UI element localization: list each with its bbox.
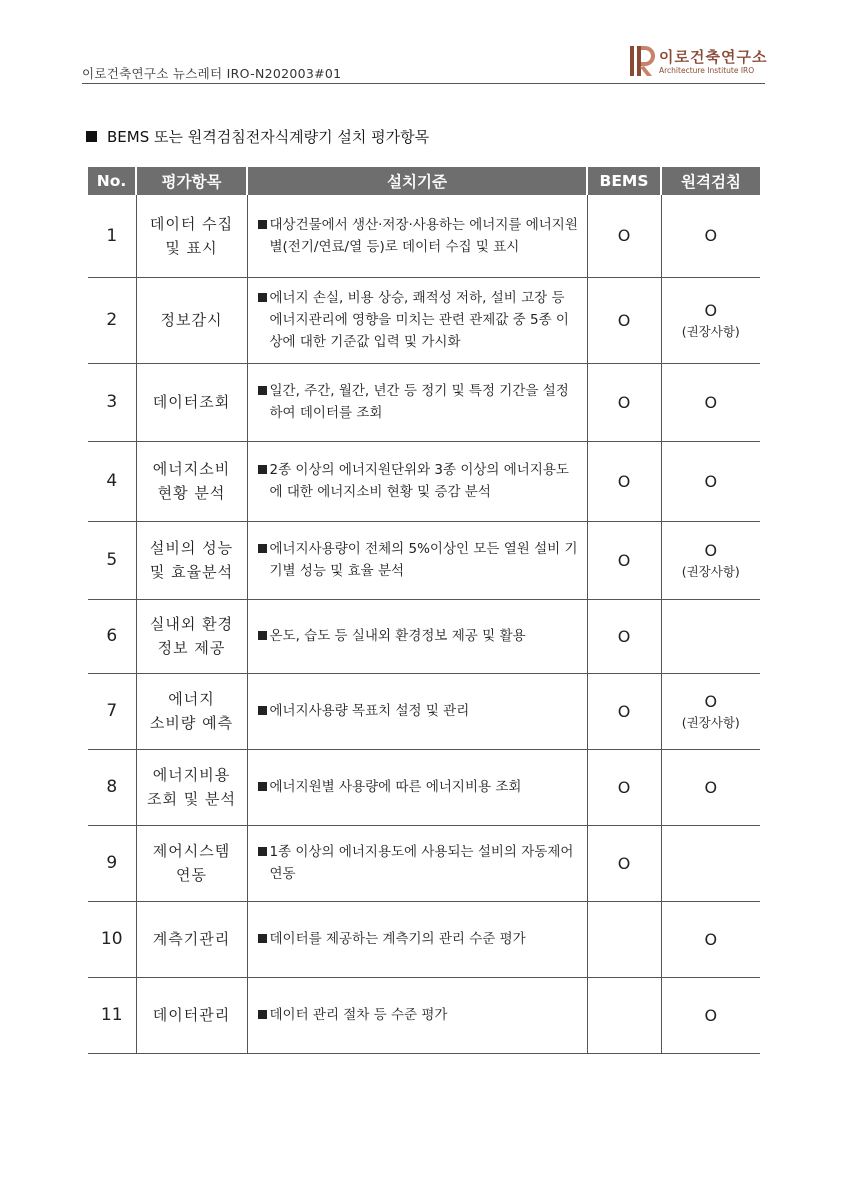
header-bems: BEMS [587,167,661,195]
criteria-line [258,1004,581,1026]
row-number: 11 [88,977,136,1053]
square-bullet-icon [258,293,267,302]
evaluation-item: 에너지비용 조회 및 분석 [136,749,247,825]
evaluation-table [88,167,760,1054]
row-number: 9 [88,825,136,901]
bems-mark: O [587,441,661,521]
installation-criteria [247,901,587,977]
criteria-line [258,776,581,798]
criteria-text: 1종 이상의 에너지용도에 사용되는 설비의 자동제어 연동 [269,844,574,882]
evaluation-item: 설비의 성능 및 효율분석 [136,521,247,599]
criteria-text: 에너지 손실, 비용 상승, 쾌적성 저하, 설비 고장 등 에너지관리에 영향을 미치는 관련 관제값 중 5종 이상에 대한 기준값 입력 및 가시화 [269,290,569,350]
remote-mark: O [704,777,718,797]
table-row [88,195,760,277]
row-number: 4 [88,441,136,521]
table-row [88,749,760,825]
installation-criteria [247,363,587,441]
evaluation-item: 에너지 소비량 예측 [136,673,247,749]
installation-criteria [247,825,587,901]
criteria-line [258,214,581,258]
table-row [88,977,760,1053]
table-row [88,825,760,901]
table-row [88,441,760,521]
criteria-text: 데이터 관리 절차 등 수준 평가 [269,1007,448,1023]
evaluation-item: 실내외 환경 정보 제공 [136,599,247,673]
row-number: 5 [88,521,136,599]
table-row [88,521,760,599]
criteria-text: 에너지사용량이 전체의 5%이상인 모든 열원 설비 기기별 성능 및 효율 분석 [269,541,578,579]
square-bullet-icon [258,847,267,856]
bems-mark: O [587,195,661,277]
header-criteria: 설치기준 [247,167,587,195]
evaluation-item: 정보감시 [136,277,247,363]
remote-cell [661,977,760,1053]
evaluation-item: 데이터 수집 및 표시 [136,195,247,277]
remote-cell [661,901,760,977]
remote-mark: O [704,392,718,412]
criteria-line [258,538,581,582]
installation-criteria [247,673,587,749]
recommended-note: (권장사항) [681,563,740,579]
recommended-note: (권장사항) [681,714,740,730]
criteria-text: 대상건물에서 생산·저장·사용하는 에너지를 에너지원별(전기/연료/열 등)로 데이터 수집 및 표시 [269,216,578,255]
bems-mark: O [587,363,661,441]
row-number: 8 [88,749,136,825]
table-row [88,673,760,749]
evaluation-item: 데이터관리 [136,977,247,1053]
installation-criteria [247,277,587,363]
criteria-text: 온도, 습도 등 실내외 환경정보 제공 및 활용 [269,628,526,644]
installation-criteria [247,749,587,825]
remote-cell [661,277,760,363]
bems-mark: O [587,521,661,599]
square-bullet-icon [258,1010,267,1019]
installation-criteria [247,977,587,1053]
criteria-text: 데이터를 제공하는 계측기의 관리 수준 평가 [269,931,526,947]
bems-mark [587,977,661,1053]
newsletter-title: 이로건축연구소 뉴스레터 IRO-N202003#01 [82,66,342,81]
page-header [82,40,768,84]
criteria-text: 에너지사용량 목표치 설정 및 관리 [269,703,470,719]
criteria-line [258,287,581,353]
table-header-row [88,167,760,195]
row-number: 7 [88,673,136,749]
remote-mark: O [704,540,718,560]
remote-mark: O [704,300,718,320]
criteria-line [258,700,581,722]
header-item: 평가항목 [136,167,247,195]
installation-criteria [247,441,587,521]
square-bullet-icon [258,386,267,395]
square-bullet-icon [258,934,267,943]
installation-criteria [247,599,587,673]
remote-cell [661,363,760,441]
remote-cell [661,749,760,825]
bems-mark: O [587,599,661,673]
row-number: 6 [88,599,136,673]
remote-cell [661,673,760,749]
table-row [88,363,760,441]
remote-cell [661,825,760,901]
remote-mark: O [704,691,718,711]
table-row [88,901,760,977]
institute-logo [629,42,768,80]
evaluation-item: 제어시스템 연동 [136,825,247,901]
criteria-line [258,625,581,647]
remote-cell [661,599,760,673]
bems-mark [587,901,661,977]
row-number: 10 [88,901,136,977]
row-number: 2 [88,277,136,363]
criteria-text: 에너지원별 사용량에 따른 에너지비용 조회 [269,779,522,795]
section-title [86,126,429,147]
remote-cell [661,195,760,277]
remote-cell [661,441,760,521]
bems-mark: O [587,825,661,901]
square-bullet-icon [258,220,267,229]
remote-mark: O [704,471,718,491]
square-bullet-icon [86,131,97,142]
criteria-line [258,928,581,950]
logo-subtitle: Architecture Institute IRO [659,66,755,75]
bems-mark: O [587,277,661,363]
installation-criteria [247,521,587,599]
bems-mark: O [587,749,661,825]
institute-logo-mark-icon [629,44,655,78]
table-row [88,277,760,363]
criteria-line [258,380,581,424]
remote-mark: O [704,1005,718,1025]
remote-mark: O [704,226,718,246]
table-row [88,599,760,673]
evaluation-item: 데이터조회 [136,363,247,441]
installation-criteria [247,195,587,277]
square-bullet-icon [258,465,267,474]
criteria-text: 2종 이상의 에너지원단위와 3종 이상의 에너지용도에 대한 에너지소비 현황 및 증감 분석 [269,462,569,500]
row-number: 1 [88,195,136,277]
evaluation-item: 계측기관리 [136,901,247,977]
square-bullet-icon [258,706,267,715]
square-bullet-icon [258,782,267,791]
bems-mark: O [587,673,661,749]
evaluation-item: 에너지소비 현황 분석 [136,441,247,521]
recommended-note: (권장사항) [681,323,740,339]
logo-name: 이로건축연구소 [659,48,768,66]
remote-cell [661,521,760,599]
header-no: No. [88,167,136,195]
square-bullet-icon [258,544,267,553]
remote-mark: O [704,929,718,949]
criteria-line [258,841,581,885]
row-number: 3 [88,363,136,441]
criteria-text: 일간, 주간, 월간, 년간 등 정기 및 특정 기간을 설정하여 데이터를 조회 [269,383,569,421]
header-remote: 원격검침 [661,167,760,195]
section-title-text: BEMS 또는 원격검침전자식계량기 설치 평가항목 [107,128,430,146]
square-bullet-icon [258,631,267,640]
criteria-line [258,459,581,503]
